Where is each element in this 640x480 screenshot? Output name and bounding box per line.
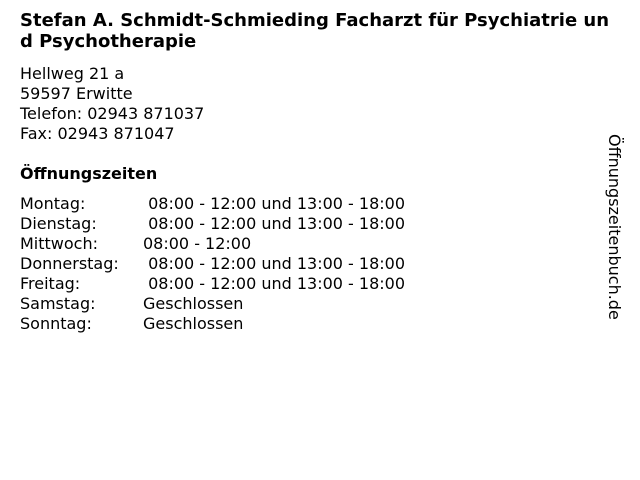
hours-row-thursday	[20, 254, 405, 274]
opening-hours-table	[20, 194, 405, 334]
hours-day: Samstag:	[20, 294, 96, 313]
hours-row-friday	[20, 274, 405, 294]
hours-time: 08:00 - 12:00 und 13:00 - 18:00	[143, 194, 406, 213]
hours-row-saturday	[20, 294, 405, 314]
hours-row-monday	[20, 194, 405, 214]
hours-time: Geschlossen	[143, 294, 244, 313]
hours-time: 08:00 - 12:00	[143, 234, 252, 253]
hours-row-sunday	[20, 314, 405, 334]
city-address: 59597 Erwitte	[20, 84, 133, 103]
hours-day: Donnerstag:	[20, 254, 119, 273]
practice-title: Stefan A. Schmidt-Schmieding Facharzt für Psychiatrie und Psychotherapie	[20, 10, 610, 52]
address-block	[20, 64, 204, 144]
hours-row-wednesday	[20, 234, 405, 254]
hours-day: Mittwoch:	[20, 234, 98, 253]
opening-hours-heading: Öffnungszeiten	[20, 164, 158, 183]
site-watermark: Öffnungszeitenbuch.de	[605, 134, 624, 320]
phone-number: Telefon: 02943 871037	[20, 104, 205, 123]
street-address: Hellweg 21 a	[20, 64, 125, 83]
fax-number: Fax: 02943 871047	[20, 124, 175, 143]
hours-row-tuesday	[20, 214, 405, 234]
hours-day: Dienstag:	[20, 214, 97, 233]
hours-day: Montag:	[20, 194, 86, 213]
hours-day: Sonntag:	[20, 314, 92, 333]
hours-time: 08:00 - 12:00 und 13:00 - 18:00	[143, 214, 406, 233]
hours-time: Geschlossen	[143, 314, 244, 333]
hours-time: 08:00 - 12:00 und 13:00 - 18:00	[143, 254, 406, 273]
hours-time: 08:00 - 12:00 und 13:00 - 18:00	[143, 274, 406, 293]
hours-day: Freitag:	[20, 274, 81, 293]
